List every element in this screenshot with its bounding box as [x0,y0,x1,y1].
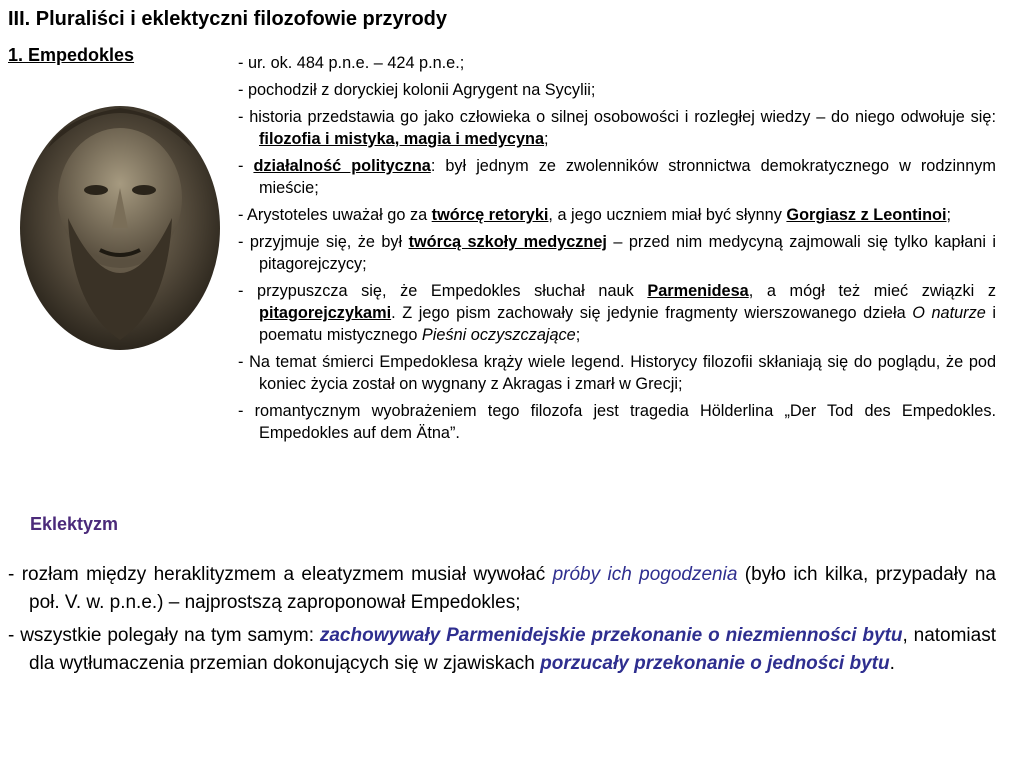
paragraph-emphasis: porzucały przekonanie o jedności bytu [540,653,890,674]
fact-text: ; [946,206,952,224]
fact-highlight: filozofia i mistyka, magia i medycyna [259,130,545,148]
fact-highlight: twórcą szkoły medycznej [408,233,607,251]
fact-text: - Arystoteles uważał go za [238,206,432,224]
fact-rhetoric [238,204,996,226]
fact-text: . Z jego pism zachowały się jedynie fragmenty wierszowanego dzieła [391,304,913,322]
fact-text: ; [575,326,581,344]
paragraph-emphasis: próby ich pogodzenia [552,564,738,585]
fact-personality [238,106,996,150]
paragraph-text: . [889,653,895,674]
fact-teachers [238,280,996,346]
work-title: O naturze [912,304,986,322]
work-title: Pieśni oczyszczające [421,326,576,344]
fact-text: – przed nim medycyną zajmowali się tylko kapłani i pitagorejczycy; [259,233,996,273]
fact-highlight: twórcę retoryki [431,206,549,224]
fact-highlight: pitagorejczykami [259,304,392,322]
fact-politics [238,155,996,199]
fact-text: , a mógł też mieć związki z [748,282,996,300]
fact-birth: - ur. ok. 484 p.n.e. – 424 p.n.e.; [238,54,465,72]
fact-text: - przyjmuje się, że był [238,233,409,251]
fact-highlight: Parmenidesa [647,282,749,300]
paragraph-text: - rozłam między heraklityzmem a eleatyzmem musiał wywołać [8,564,553,585]
slide-title: III. Pluraliści i eklektyczni filozofowie przyrody [8,8,448,30]
empedokles-facts-list [238,52,996,449]
paragraph-text: (było ich kilka, przypadały na poł. V. w. p.n.e.) – najprostszą zaproponował Empedokles; [29,564,996,613]
empedokles-bust-image [8,78,232,350]
eklektyzm-paragraph-1 [8,561,996,617]
fact-holderlin: - romantycznym wyobrażeniem tego filozofa jest tragedia Hölderlina „Der Tod des Empedokles. Empedokles auf dem Ätna”. [238,402,996,442]
section-heading-eklektyzm: Eklektyzm [30,514,119,534]
fact-death: - Na temat śmierci Empedoklesa krąży wiele legend. Historycy filozofii skłaniają się do poglądu, że pod koniec życia został on wygnany z Akragas i zmarł w Grecji; [238,353,996,393]
paragraph-text: - wszystkie polegały na tym samym: [8,625,320,646]
fact-origin: - pochodził z doryckiej kolonii Agrygent na Sycylii; [238,81,596,99]
fact-highlight: Gorgiasz z Leontinoi [786,206,947,224]
fact-medicine [238,231,996,275]
fact-text: - [238,157,254,175]
fact-highlight: działalność polityczna [253,157,431,175]
paragraph-emphasis: zachowywały Parmenidejskie przekonanie o niezmienności bytu [319,625,903,646]
fact-text: , a jego uczniem miał być słynny [548,206,787,224]
fact-text: ; [544,130,549,148]
paragraph-text: , natomiast dla wytłumaczenia przemian dokonujących się w zjawiskach [29,625,997,674]
eklektyzm-paragraph-2 [8,622,996,678]
fact-text: : był jednym ze zwolenników stronnictwa demokratycznego w rodzinnym mieście; [259,157,996,197]
fact-text: i poematu mistycznego [259,304,997,344]
fact-text: - historia przedstawia go jako człowieka o silnej osobowości i rozległej wiedzy – do niego odwołuje się: [238,108,996,126]
fact-text: - przypuszcza się, że Empedokles słuchał nauk [238,282,648,300]
section-heading-empedokles: 1. Empedokles [8,45,135,65]
eklektyzm-text [8,561,996,683]
